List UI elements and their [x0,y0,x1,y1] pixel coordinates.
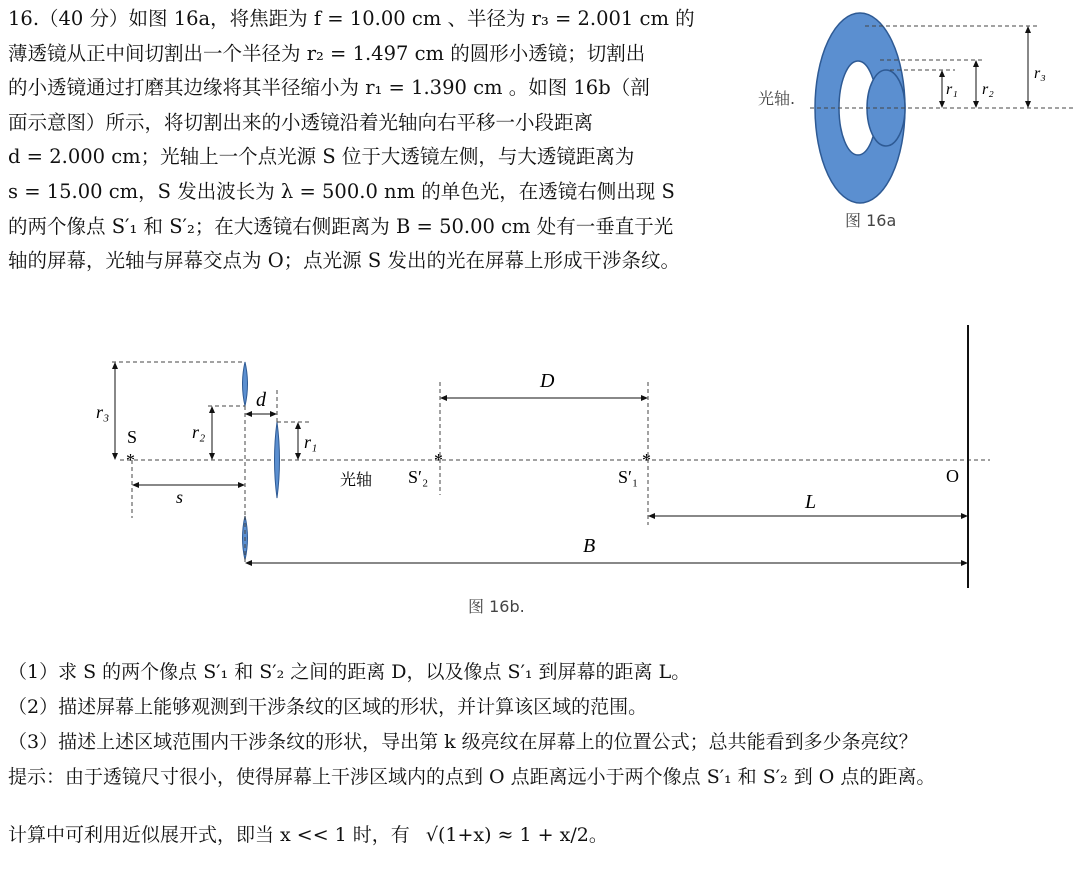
label-optical-axis: 光轴. [758,89,796,108]
problem-line-5: d = 2.000 cm；光轴上一个点光源 S 位于大透镜左侧，与大透镜距离为 [8,145,635,169]
label-s2-image: S′₂ [408,467,429,487]
problem-statement [8,2,728,279]
figure-16b-diagram [80,320,1000,620]
hint-formula-line [8,820,608,847]
label-L: L [805,491,817,513]
label-r3-16b: r₃ [96,402,110,422]
label-r3: r₃ [1034,65,1046,82]
image-s2-marker: * [434,450,443,470]
label-r1-16b: r₁ [304,432,318,452]
problem-line-6: s = 15.00 cm，S 发出波长为 λ = 500.0 nm 的单色光，在透镜右侧出现 S [8,179,675,203]
label-r1: r₁ [946,81,958,98]
large-lens-upper [243,362,248,406]
figure-16a-diagram [730,8,1075,238]
question-1: （1）求 S 的两个像点 S′₁ 和 S′₂ 之间的距离 D，以及像点 S′₁ 到屏幕的距离 L。 [8,661,691,683]
label-source-s: S [127,427,138,447]
figure-16b-caption: 图 16b. [468,597,525,616]
hint-formula-end: 。 [588,824,608,846]
problem-line-1: 16.（40 分）如图 16a，将焦距为 f = 10.00 cm 、半径为 r₃ = 2.001 cm 的 [8,7,695,30]
label-D: D [540,370,555,392]
label-s1-image: S′₁ [618,467,639,487]
figure-16a [730,8,1075,238]
label-o: O [946,466,959,486]
small-lens-16b [275,422,280,498]
hint-formula-text: 计算中可利用近似展开式，即当 x << 1 时，有 [8,824,410,846]
hint-1: 提示：由于透镜尺寸很小，使得屏幕上干涉区域内的点到 O 点距离远小于两个像点 S′₁ 和 S′₂ 到 O 点的距离。 [8,766,936,788]
small-lens [867,70,905,146]
problem-line-7: 的两个像点 S′₁ 和 S′₂；在大透镜右侧距离为 B = 50.00 cm 处有一垂直于光 [8,214,674,238]
label-B: B [583,535,596,557]
problem-line-4: 面示意图）所示，将切割出来的小透镜沿着光轴向右平移一小段距离 [8,110,594,134]
figure-16b [80,320,1000,620]
question-2: （2）描述屏幕上能够观测到干涉条纹的区域的形状，并计算该区域的范围。 [8,696,648,718]
label-r2-16b: r₂ [192,422,206,442]
figure-16a-caption: 图 16a [845,211,897,230]
problem-line-2: 薄透镜从正中间切割出一个半径为 r₂ = 1.497 cm 的圆形小透镜；切割出 [8,41,646,65]
problem-line-3: 的小透镜通过打磨其边缘将其半径缩小为 r₁ = 1.390 cm 。如图 16b（剖 [8,76,650,100]
questions [8,655,1076,795]
label-optical-axis-16b: 光轴 [340,470,373,489]
question-3: （3）描述上述区域范围内干涉条纹的形状，导出第 k 级亮纹在屏幕上的位置公式；总共能看到多少条亮纹？ [8,731,918,753]
label-r2: r₂ [982,81,994,98]
label-s: s [176,487,184,507]
problem-line-8: 轴的屏幕，光轴与屏幕交点为 O；点光源 S 发出的光在屏幕上形成干涉条纹。 [8,249,680,273]
image-s1-marker: * [642,450,651,470]
label-d: d [256,389,266,411]
source-s-marker: * [126,450,135,470]
hint-formula: √(1+x) ≈ 1 + x/2 [425,824,589,846]
